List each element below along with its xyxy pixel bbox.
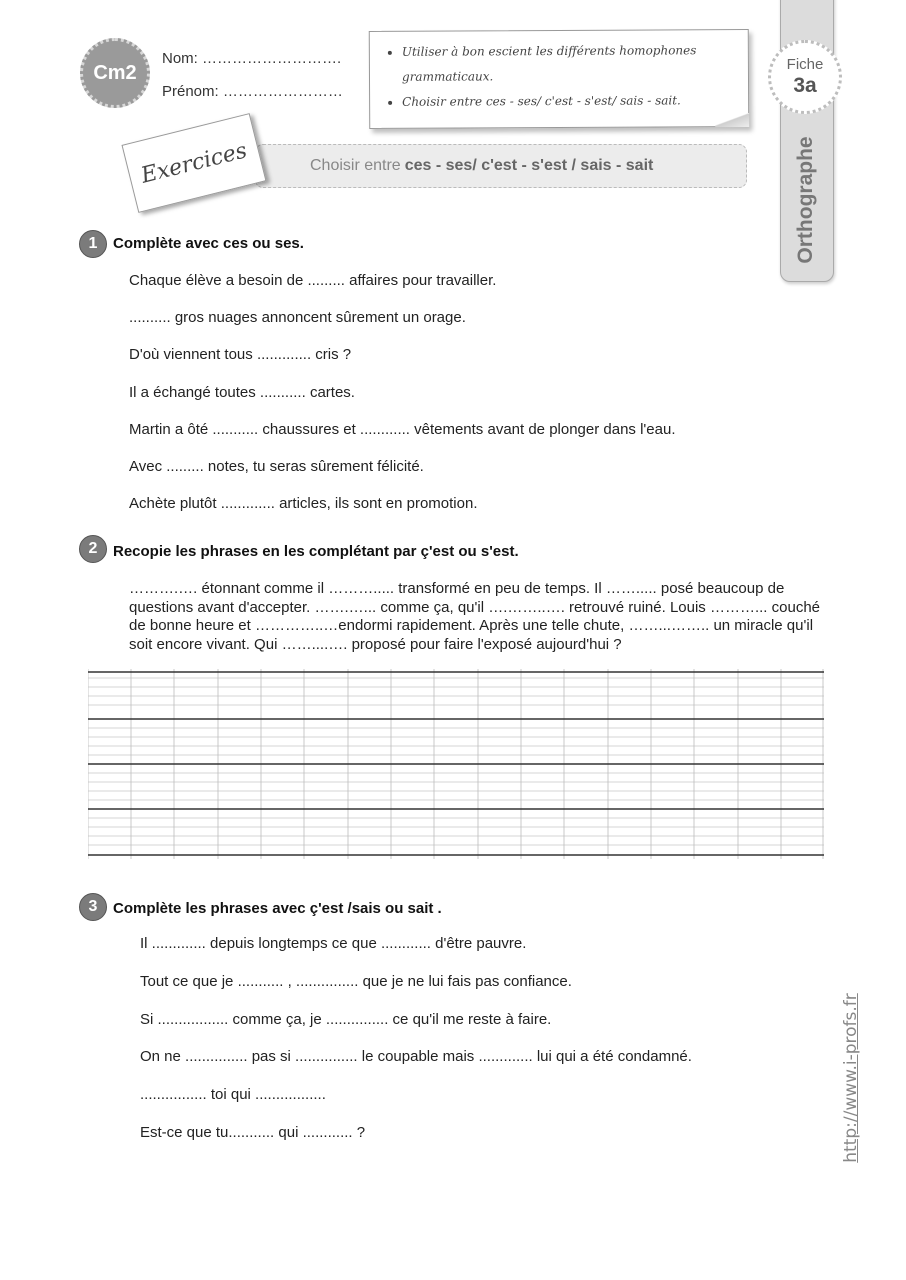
exercise-1-sentence: Avec ......... notes, tu seras sûrement félicité. (129, 458, 424, 475)
exercise-1-sentence: Il a échangé toutes ........... cartes. (129, 384, 355, 401)
exercise-1-sentence: D'où viennent tous ............. cris ? (129, 346, 352, 363)
exercise-2-number: 2 (79, 535, 107, 563)
exercise-3-sentence: Est-ce que tu........... qui ............ ? (140, 1124, 366, 1141)
objective-item: • Utiliser à bon escient les différents homophones grammaticaux. (402, 38, 748, 90)
fiche-label: Fiche (786, 56, 824, 73)
topic-title: ces - ses/ c'est - s'est / sais - sait (404, 157, 654, 174)
exercise-1-sentence: Achète plutôt ............. articles, ils sont en promotion. (129, 495, 478, 512)
exercise-1-sentence: .......... gros nuages annoncent sûrement un orage. (129, 309, 466, 326)
exercise-2-paragraph: ……….…. étonnant comme il ………..... transformé en peu de temps. Il ……..... posé beaucoup de questions avant d'accepter. …….…... comme ça, qu'il ….……..…. retrouvé ruiné. Louis ………... couché de bonne heure et …………..…endormi rapidement. Après une telle chute, ……...…….. un miracle qu'il soit encore vivant. Qui ……....…. proposé pour faire l'exposé aujourd'hui ? (129, 580, 821, 653)
exercise-3-sentence: On ne ............... pas si ............... le coupable mais ............. lui qui a été condamné. (140, 1048, 692, 1065)
objectives-list (370, 38, 748, 115)
name-field-label: Nom: ………………………. (162, 50, 342, 67)
page-fold-decoration (715, 113, 749, 127)
exercise-2-title: Recopie les phrases en les complétant par ç'est ou s'est. (113, 543, 519, 560)
exercise-3-sentence: Si ................. comme ça, je ............... ce qu'il me reste à faire. (140, 1011, 552, 1028)
subject-label: Orthographe (794, 136, 817, 264)
exercises-card-text: Exercices (138, 137, 250, 189)
objective-item: • Choisir entre ces - ses/ c'est - s'est/ sais - sait. (402, 88, 748, 115)
fiche-number: 3a (793, 74, 817, 97)
exercise-1-sentence: Martin a ôté ........... chaussures et ............ vêtements avant de plonger dans l'eau. (129, 421, 676, 438)
exercise-3-sentence: ................ toi qui ................. (140, 1086, 326, 1103)
exercise-1-title: Complète avec ces ou ses. (113, 235, 304, 252)
firstname-field-label: Prénom: …………………… (162, 83, 343, 100)
fiche-badge (768, 40, 842, 114)
website-link[interactable]: http://www.i-profs.fr (841, 993, 861, 1163)
exercise-3-title: Complète les phrases avec ç'est /sais ou sait . (113, 900, 442, 917)
exercises-card (121, 113, 266, 213)
level-badge: Cm2 (80, 38, 150, 108)
writing-grid-lines (88, 669, 824, 859)
topic-banner (255, 144, 747, 188)
topic-prefix: Choisir entre (310, 157, 401, 174)
objectives-card (369, 29, 750, 129)
exercise-1-sentence: Chaque élève a besoin de ......... affaires pour travailler. (129, 272, 497, 289)
writing-grid[interactable] (88, 669, 824, 859)
exercise-1-number: 1 (79, 230, 107, 258)
exercise-3-sentence: Il ............. depuis longtemps ce que ............ d'être pauvre. (140, 935, 527, 952)
exercise-3-sentence: Tout ce que je ........... , ............... que je ne lui fais pas confiance. (140, 973, 572, 990)
exercise-3-number: 3 (79, 893, 107, 921)
